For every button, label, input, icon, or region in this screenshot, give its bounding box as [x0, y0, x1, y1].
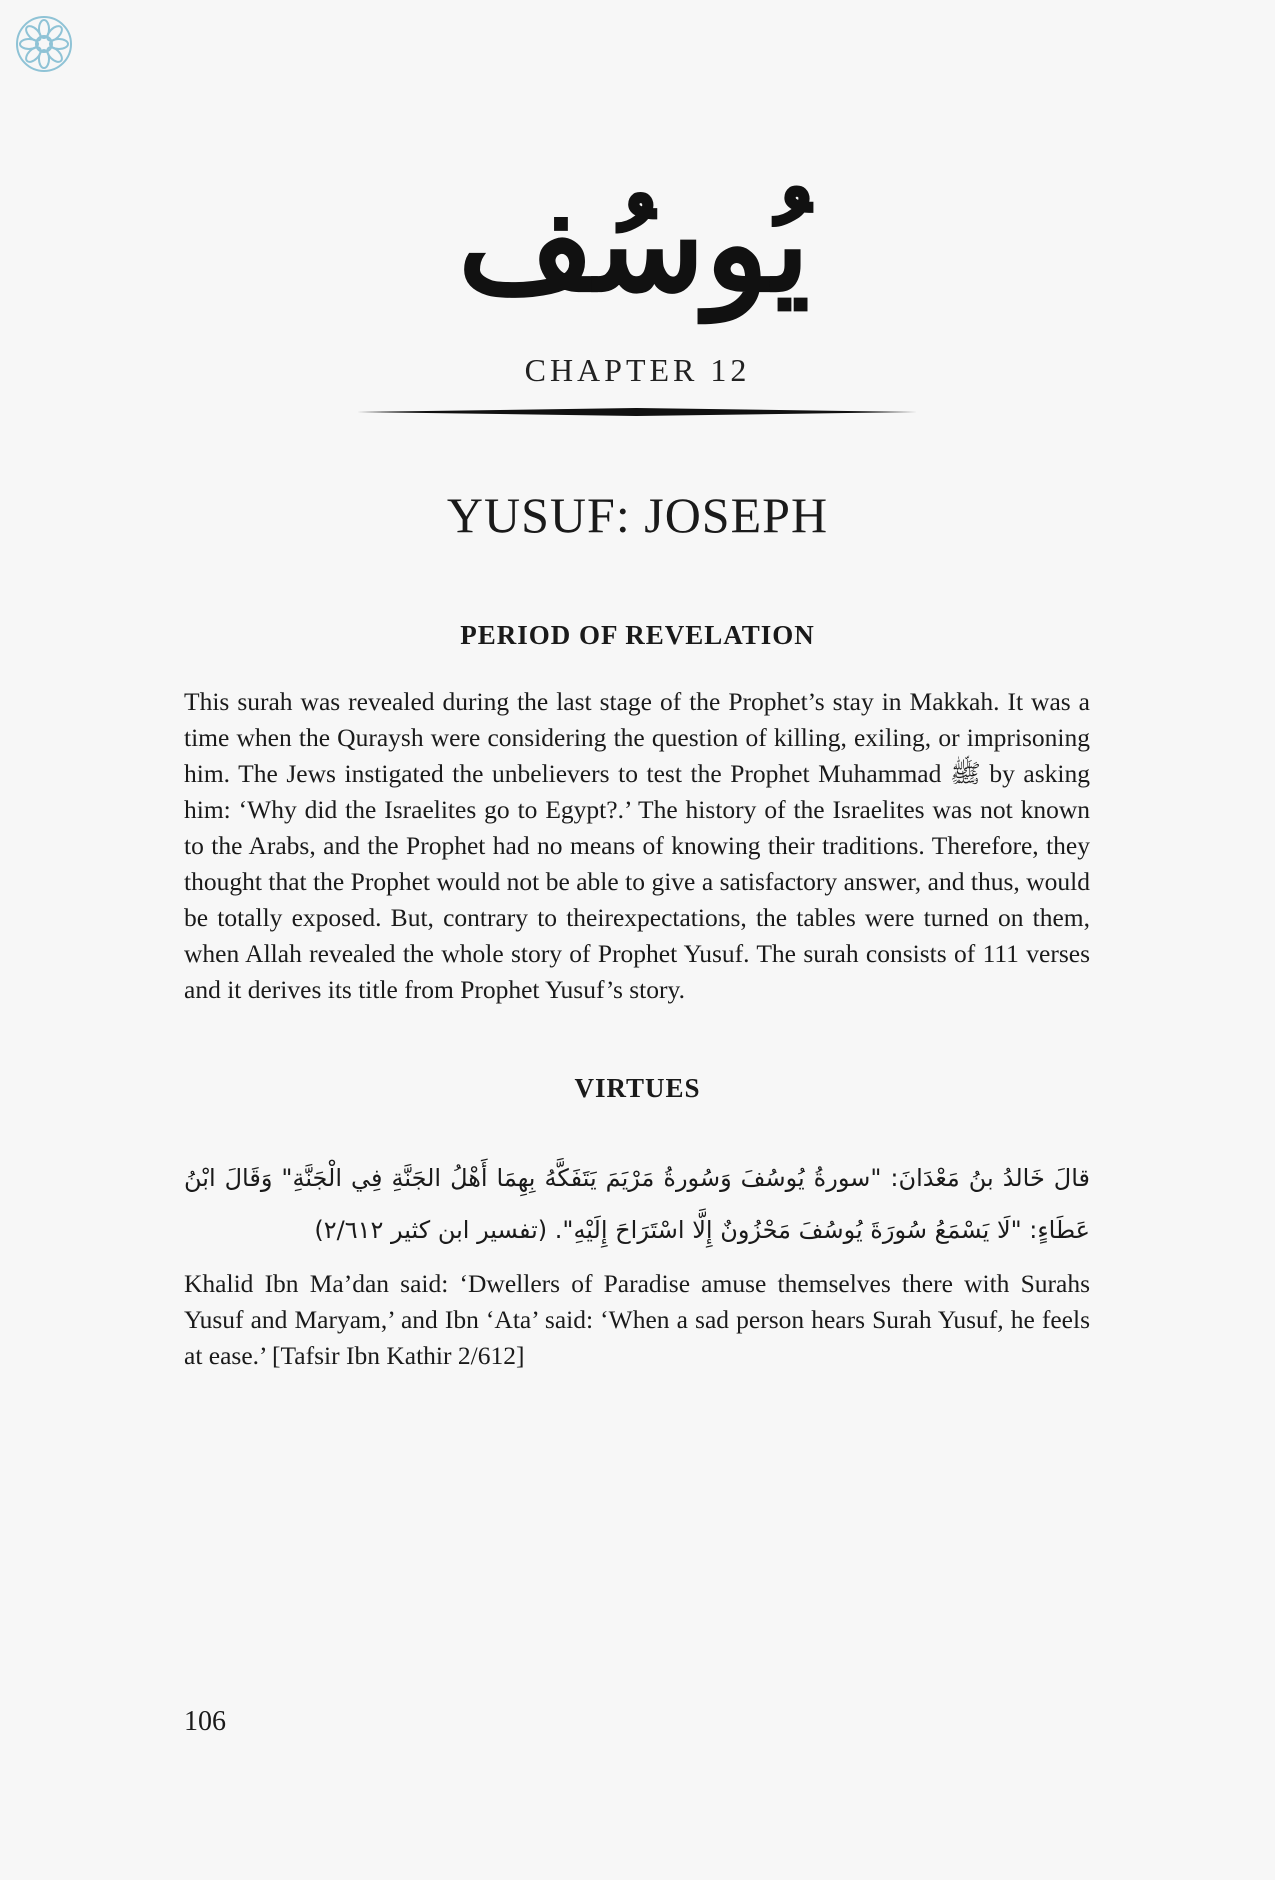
- virtues-translation-text: Khalid Ibn Ma’dan said: ‘Dwellers of Paradise amuse themselves there with Surahs Yusuf and Maryam,’ and Ibn ‘Ata’ said: ‘When a sad person hears Surah Yusuf, he feels at ease.’ [Tafsir Ibn Kathir 2/612]: [184, 1269, 1090, 1370]
- arabic-chapter-title: يُوسُف: [457, 167, 810, 322]
- virtues-heading: VIRTUES: [574, 1073, 701, 1103]
- title-divider: [357, 408, 917, 416]
- chapter-number-label: CHAPTER 12: [524, 352, 751, 388]
- virtues-arabic-quote: قالَ خَالدُ بنُ مَعْدَانَ: "سورةُ يُوسُفَ وَسُورةُ مَرْيَمَ يَتَفَكَّهُ بِهِمَا أَهْلُ الجَنَّةِ فِي الْجَنَّةِ" وَقَالَ ابْنُ عَطَاءٍ: "لَا يَسْمَعُ سُورَةَ يُوسُفَ مَحْزُونٌ إِلَّا اسْتَرَاحَ إِلَيْهِ". (تفسير ابن كثير ٢/٦١٢): [184, 1164, 1090, 1244]
- page-number: 106: [184, 1706, 226, 1737]
- chapter-title: YUSUF: JOSEPH: [446, 487, 829, 543]
- rosette-logo-icon: [14, 14, 74, 74]
- period-of-revelation-heading: PERIOD OF REVELATION: [460, 620, 815, 650]
- period-of-revelation-text: This surah was revealed during the last stage of the Prophet’s stay in Makkah. It was a time when the Quraysh were considering the question of killing, exiling, or imprisoning him. The Jews instigated the unbelievers to test the Prophet Muhammad ﷺ by asking him: ‘Why did the Israelites go to Egypt?.’ The history of the Israelites was not known to the Arabs, and the Prophet had no means of knowing their traditions. Therefore, they thought that the Prophet would not be able to give a satisfactory answer, and thus, would be totally exposed. But, contrary to theirexpectations, the tables were turned on them, when Allah revealed the whole story of Prophet Yusuf. The surah consists of 111 verses and it derives its title from Prophet Yusuf’s story.: [184, 687, 1090, 1004]
